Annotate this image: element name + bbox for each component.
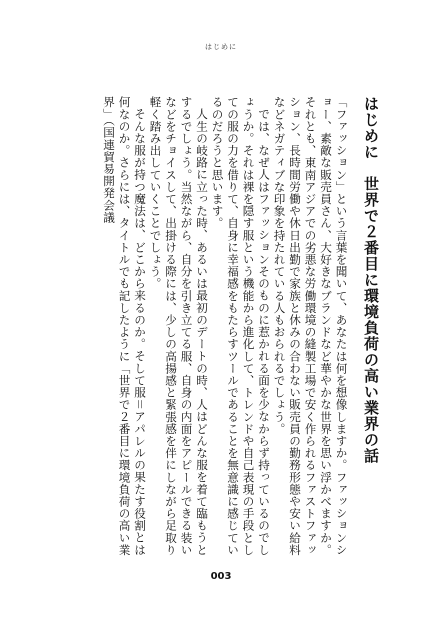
paragraph-4: そんな服が持つ魔法は、どこから来るのか。そして服＝アパレルの果たす役割とは何なのか。さらには、タイトルでも記したように「世界で２番目に環境負荷の高い業界」（国連貿易開発会議 xyxy=(102,96,147,556)
paragraph-2: では、なぜ人はファッションそのものに惹かれる面を少なからず持っているのでしょうか。それは裸を隠す服という機能から進化して、トレンドや自己表現の手段としての服の力を借りて、自身に幸福感をもたらすツールであることを無意識に感じているのだろうと思います。 xyxy=(210,96,271,556)
running-header: はじめに xyxy=(205,43,237,51)
paragraph-3: 人生の岐路に立った時、あるいは最初のデートの時、人はどんな服を着て臨もうとするでしょう。当然ながら、自分を引き立てる服、自身の内面をアピールできる装いなどをチョイスして、出掛ける際には、少しの高揚感と緊張感を伴にしながら足取り軽く踏み出していくことでしょう。 xyxy=(148,96,209,556)
vertical-text-body xyxy=(88,96,378,566)
paragraph-1: 「ファッション」という言葉を聞いて、あなたは何を想像しますか。ファッションショー、素敵な販売員さん、大好きなブランドなど華やかな世界を思い浮かべますか。それとも、東南アジアでの劣悪な労働環境の縫製工場で安く作られるファストファッション、長時間労働や休日出勤で家族と休みの合わない販売員の勤務形態や安い給料などネガティブな印象を持たれている人もおられるでしょう。 xyxy=(272,96,349,556)
page-number: 003 xyxy=(210,571,232,582)
chapter-title: はじめに 世界で２番目に環境負荷の高い業界の話 xyxy=(362,96,380,464)
